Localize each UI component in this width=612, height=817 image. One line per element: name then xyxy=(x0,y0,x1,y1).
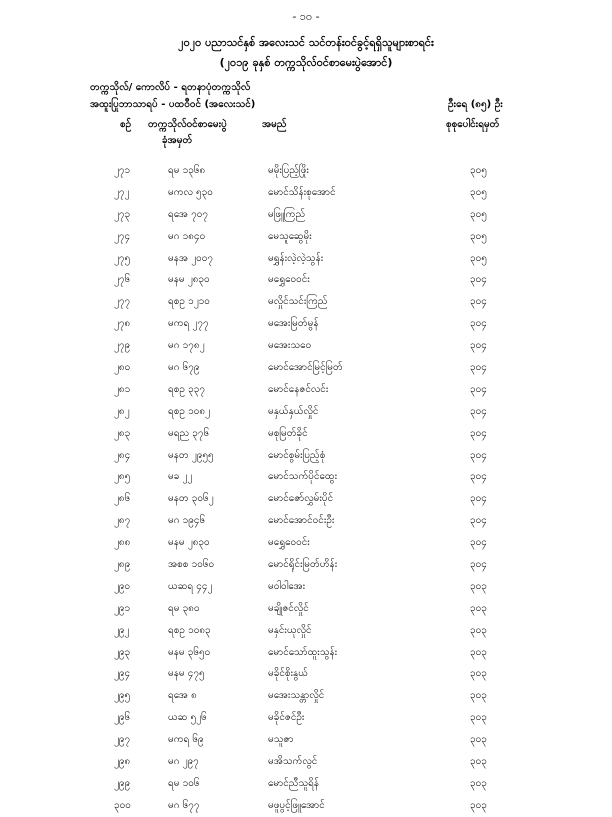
table-row xyxy=(0,248,612,270)
table-row xyxy=(0,729,612,751)
total-marks-cell: ၃၀၅ xyxy=(470,252,487,264)
table-row xyxy=(0,620,612,642)
table-row xyxy=(0,379,612,401)
student-name-cell: မောင်သော်ထူးသွန်း xyxy=(268,646,338,658)
table-row xyxy=(0,357,612,379)
student-name-cell: မအေးသန္တာလှိုင် xyxy=(268,690,325,702)
student-name-cell: မချိုဇင်လှိုင် xyxy=(268,602,309,614)
total-marks-cell: ၃၀၃ xyxy=(470,777,487,789)
roll-number-cell: မနမ ၂၈၃၀ xyxy=(168,274,210,286)
table-row xyxy=(0,576,612,598)
serial-no-cell: ၂၇၇ xyxy=(114,296,131,308)
table-row xyxy=(0,291,612,313)
total-marks-cell: ၃၀၃ xyxy=(470,602,487,614)
total-marks-cell: ၃၀၅ xyxy=(470,165,487,176)
student-name-cell: မေသူဆွေမိုး xyxy=(268,230,312,242)
student-name-cell: မရွှန်းလဲ့လဲ့သွန်း xyxy=(268,252,324,264)
serial-no-cell: ၂၇၄ xyxy=(114,230,131,242)
serial-no-cell: ၂၇၅ xyxy=(114,252,131,264)
student-name-cell: မမိုးပြည့်ဖြိုး xyxy=(268,165,309,176)
page-number: - ၁၀ - xyxy=(292,10,320,23)
student-name-cell: မရွှေဝေဝင်း xyxy=(268,537,310,549)
total-marks-cell: ၃၀၄ xyxy=(470,318,487,330)
total-marks-cell: ၃၀၃ xyxy=(470,734,487,746)
total-marks-cell: ၃၀၄ xyxy=(470,559,487,571)
document-title: ၂၀၂၀ ပညာသင်နှစ် အလေးသင် သင်တန်းဝင်ခွင့်ရရှိသူများစာရင်း xyxy=(178,36,434,49)
serial-no-cell: ၂၇၂ xyxy=(114,186,130,198)
header-serial-no: စဉ် xyxy=(120,119,132,130)
university-line: တက္ကသိုလ်/ ကောလိပ် - ရတနာပုံတက္ကသိုလ် xyxy=(90,82,251,93)
header-name: အမည် xyxy=(262,119,287,130)
student-name-cell: မဖူပွင့်ဖြူအောင် xyxy=(268,799,325,811)
header-total-marks: စုစုပေါင်းရမှတ် xyxy=(446,119,500,130)
header-exam-roll: တက္ကသိုလ်ဝင်စာမေးပွဲ xyxy=(148,119,227,130)
roll-number-cell: ရစဥ ၁၀၈၂ xyxy=(168,405,210,417)
serial-no-cell: ၂၇၉ xyxy=(114,340,131,352)
table-row xyxy=(0,445,612,467)
table-row xyxy=(0,160,612,182)
serial-no-cell: ၂၉၇ xyxy=(114,734,131,746)
total-marks-cell: ၃၀၃ xyxy=(470,580,487,592)
table-row xyxy=(0,488,612,510)
table-row xyxy=(0,226,612,248)
serial-no-cell: ၂၉၀ xyxy=(114,580,131,592)
roll-number-cell: မဂ ၁၉၄၆ xyxy=(168,515,206,527)
serial-no-cell: ၂၈၅ xyxy=(114,471,131,483)
total-marks-cell: ၃၀၄ xyxy=(470,471,487,483)
serial-no-cell: ၂၉၈ xyxy=(114,756,131,768)
table-row xyxy=(0,795,612,817)
student-list xyxy=(0,160,612,817)
student-name-cell: မခိုင်စိုးနွယ် xyxy=(268,668,308,680)
roll-number-cell: ယဆရ ၄၄၂ xyxy=(168,580,213,592)
roll-number-cell: မဂ ၁၈၄၀ xyxy=(168,230,206,242)
serial-no-cell: ၂၉၄ xyxy=(114,668,131,680)
table-row xyxy=(0,466,612,488)
student-name-cell: မောင်သက်ပိုင်ထွေး xyxy=(268,471,338,483)
student-name-cell: မဖြူကြည် xyxy=(268,208,306,220)
table-row xyxy=(0,401,612,423)
roll-number-cell: ရစဥ ၁၂၁၀ xyxy=(168,296,210,308)
student-name-cell: မောင်သိန်းစုအောင် xyxy=(268,186,336,198)
serial-no-cell: ၂၈၉ xyxy=(114,559,131,571)
student-name-cell: မနှယ်နှယ်လှိုင် xyxy=(268,405,319,417)
roll-number-cell: မကလ ၅၃၀ xyxy=(168,186,213,198)
total-marks-cell: ၃၀၃ xyxy=(470,712,487,724)
total-marks-cell: ၃၀၅ xyxy=(470,230,487,242)
document-subtitle: (၂၀၁၉ ခုနှစ် တက္ကသိုလ်ဝင်စာမေးပွဲအောင်) xyxy=(219,56,393,69)
roll-number-cell: မနတ ၂၉၅၅ xyxy=(168,449,214,461)
roll-number-cell: မကရ ၂၇၇ xyxy=(168,318,209,330)
student-name-cell: မသူဇာ xyxy=(268,734,294,746)
total-marks-cell: ၃၀၄ xyxy=(470,515,487,527)
table-row xyxy=(0,685,612,707)
header-roll-number: ခုံအမှတ် xyxy=(162,135,193,146)
roll-number-cell: မနမ ၄၇၅ xyxy=(168,668,205,680)
subject-line: အထူးပြုဘာသာရပ် - ပထဝီဝင် (အလေးသင်) xyxy=(90,99,256,110)
roll-number-cell: မနအ ၂၀၀၇ xyxy=(168,252,214,264)
serial-no-cell: ၃၀၀ xyxy=(114,799,131,811)
table-row xyxy=(0,554,612,576)
roll-number-cell: မနတ ၃၀၆၂ xyxy=(168,493,214,505)
total-marks-cell: ၃၀၃ xyxy=(470,756,487,768)
serial-no-cell: ၂၉၂ xyxy=(114,624,130,636)
student-name-cell: မောင်ညီသူရိန် xyxy=(268,777,320,789)
roll-number-cell: မကရ ၆၉ xyxy=(168,734,204,746)
student-name-cell: မောင်နေဇင်လင်း xyxy=(268,383,329,395)
serial-no-cell: ၂၈၇ xyxy=(114,515,131,527)
table-row xyxy=(0,642,612,664)
student-name-cell: မအေးမြတ်မွန် xyxy=(268,318,319,330)
student-name-cell: မောင်စွမ်းပြည့်စုံ xyxy=(268,449,326,461)
student-name-cell: မခိုင်ဇင်ဦး xyxy=(268,712,305,724)
roll-number-cell: ရစဥ ၁၀၈၃ xyxy=(168,624,211,636)
total-marks-cell: ၃၀၃ xyxy=(470,646,487,658)
table-row xyxy=(0,707,612,729)
serial-no-cell: ၂၇၃ xyxy=(114,208,131,220)
roll-number-cell: မခ ၂၂ xyxy=(168,471,193,483)
total-marks-cell: ၃၀၄ xyxy=(470,296,487,308)
serial-no-cell: ၂၈၄ xyxy=(114,449,131,461)
student-name-cell: မရွှေဝေဝင်း xyxy=(268,274,310,286)
total-marks-cell: ၃၀၄ xyxy=(470,449,487,461)
roll-number-cell: မဂ ၆၇၇ xyxy=(168,799,200,811)
serial-no-cell: ၂၈၈ xyxy=(114,537,131,549)
roll-number-cell: ရစဥ ၃၃၇ xyxy=(168,383,205,395)
serial-no-cell: ၂၉၃ xyxy=(114,646,131,658)
serial-no-cell: ၂၈၆ xyxy=(114,493,131,505)
total-marks-cell: ၃၀၄ xyxy=(470,427,487,439)
roll-number-cell: ရမ ၃၈၀ xyxy=(168,602,200,614)
total-count: ဦးရေ (၈၅) ဦး xyxy=(448,99,503,110)
serial-no-cell: ၂၉၁ xyxy=(114,602,131,614)
roll-number-cell: ရအေ ၈ xyxy=(168,690,197,702)
table-row xyxy=(0,663,612,685)
total-marks-cell: ၃၀၄ xyxy=(470,405,487,417)
roll-number-cell: မနမ ၃၆၅၀ xyxy=(168,646,211,658)
table-row xyxy=(0,204,612,226)
table-row xyxy=(0,269,612,291)
table-row xyxy=(0,335,612,357)
student-name-cell: မောင်ရိုင်းမြတ်ဟိန်း xyxy=(268,559,338,571)
total-marks-cell: ၃၀၅ xyxy=(470,208,487,220)
roll-number-cell: မဂ ၂၉၇ xyxy=(168,756,199,768)
table-row xyxy=(0,532,612,554)
serial-no-cell: ၂၇၈ xyxy=(114,318,131,330)
roll-number-cell: မဂ ၆၇၉ xyxy=(168,362,200,374)
table-row xyxy=(0,598,612,620)
serial-no-cell: ၂၉၅ xyxy=(114,690,131,702)
student-name-cell: မအိသက်လွင် xyxy=(268,756,318,768)
table-row xyxy=(0,510,612,532)
total-marks-cell: ၃၀၄ xyxy=(470,493,487,505)
student-name-cell: မလှိုင်သင်းကြည် xyxy=(268,296,328,308)
serial-no-cell: ၂၉၆ xyxy=(114,712,131,724)
student-name-cell: မောင်အောင်မြင့်မြတ် xyxy=(268,362,343,374)
table-row xyxy=(0,751,612,773)
roll-number-cell: ရအေ ၇၀၇ xyxy=(168,208,209,220)
student-name-cell: မအေးသဝေ xyxy=(268,340,312,352)
roll-number-cell: အစစ ၁၀၆၀ xyxy=(168,559,215,571)
total-marks-cell: ၃၀၃ xyxy=(470,799,487,811)
roll-number-cell: မရည ၃၇၆ xyxy=(168,427,210,439)
total-marks-cell: ၃၀၄ xyxy=(470,340,487,352)
roll-number-cell: မဂ ၁၇၈၂ xyxy=(168,340,205,352)
student-name-cell: မဝါဝါအေး xyxy=(268,580,306,592)
serial-no-cell: ၂၈၃ xyxy=(114,427,131,439)
student-name-cell: မောင်အောင်ဝင်းဦး xyxy=(268,515,335,527)
total-marks-cell: ၃၀၄ xyxy=(470,383,487,395)
total-marks-cell: ၃၀၄ xyxy=(470,537,487,549)
table-row xyxy=(0,182,612,204)
student-name-cell: မောင်ဇော်လွှမ်းပိုင် xyxy=(268,493,334,505)
serial-no-cell: ၂၇၁ xyxy=(114,165,131,176)
serial-no-cell: ၂၇၆ xyxy=(114,274,131,286)
roll-number-cell: ယဆ ၅၂၆ xyxy=(168,712,207,724)
roll-number-cell: ရမ ၁၃၆၈ xyxy=(168,165,206,176)
roll-number-cell: မနမ ၂၈၃၀ xyxy=(168,537,210,549)
total-marks-cell: ၃၀၄ xyxy=(470,362,487,374)
total-marks-cell: ၃၀၅ xyxy=(470,186,487,198)
table-row xyxy=(0,423,612,445)
total-marks-cell: ၃၀၃ xyxy=(470,668,487,680)
serial-no-cell: ၂၈၁ xyxy=(114,383,131,395)
total-marks-cell: ၃၀၃ xyxy=(470,624,487,636)
total-marks-cell: ၃၀၄ xyxy=(470,274,487,286)
table-row xyxy=(0,313,612,335)
student-name-cell: မနှင်းယုလှိုင် xyxy=(268,624,312,636)
student-name-cell: မစုမြတ်ခိုင် xyxy=(268,427,308,439)
total-marks-cell: ၃၀၃ xyxy=(470,690,487,702)
serial-no-cell: ၂၈၂ xyxy=(114,405,130,417)
serial-no-cell: ၂၉၉ xyxy=(114,777,131,789)
serial-no-cell: ၂၈၀ xyxy=(114,362,131,374)
roll-number-cell: ရမ ၁၀၆ xyxy=(168,777,200,789)
